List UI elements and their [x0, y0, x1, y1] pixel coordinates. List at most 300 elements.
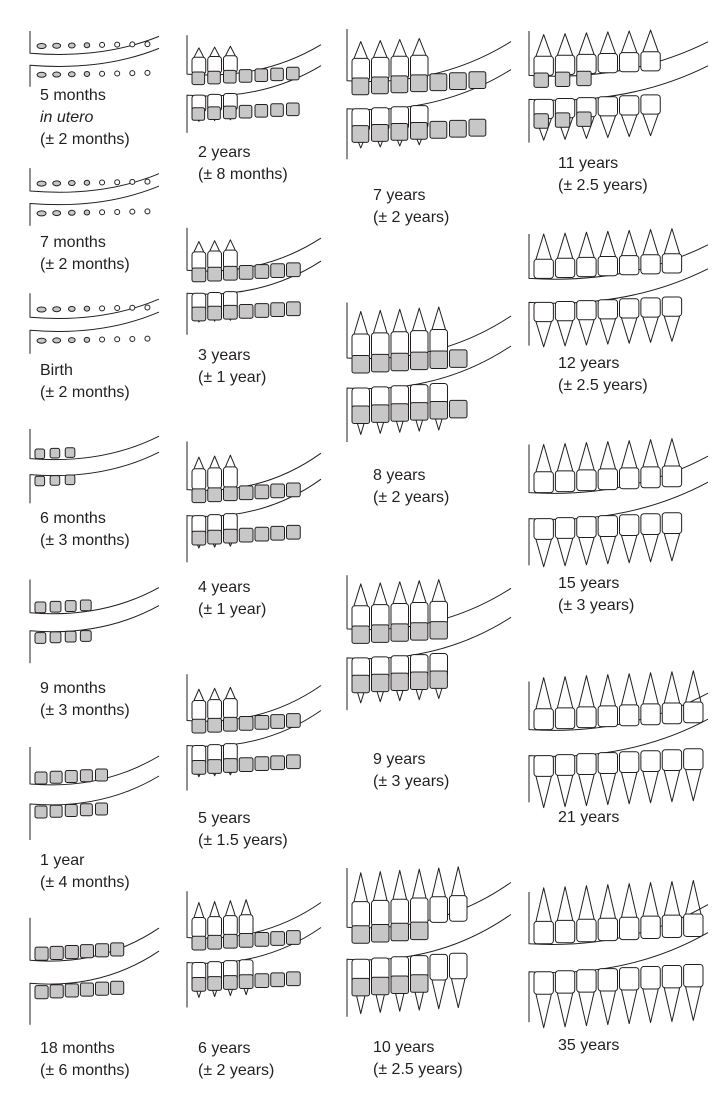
deciduous-tooth: [224, 529, 238, 543]
stage-age: 15 years: [558, 575, 620, 592]
deciduous-tooth: [50, 601, 61, 612]
tooth-bud: [68, 43, 75, 48]
permanent-tooth-upper: [620, 256, 639, 275]
stage-age: 21 years: [558, 809, 620, 826]
tooth-bud: [37, 307, 46, 312]
deciduous-tooth: [255, 304, 269, 318]
maxilla-outline: [187, 442, 321, 491]
deciduous-tooth: [391, 124, 408, 141]
permanent-tooth-upper: [598, 469, 617, 490]
permanent-tooth-upper: [620, 53, 639, 72]
tooth-root: [622, 115, 637, 137]
deciduous-tooth: [372, 674, 389, 691]
tooth-root: [579, 774, 594, 805]
deciduous-tooth: [192, 268, 206, 282]
mandible-outline: [187, 928, 321, 1008]
stage-range: (± 3 months): [40, 702, 130, 719]
deciduous-tooth: [352, 675, 369, 692]
deciduous-tooth: [411, 122, 428, 139]
deciduous-tooth: [239, 486, 253, 500]
tooth-root: [686, 770, 701, 801]
deciduous-tooth: [96, 803, 108, 815]
tooth-bud: [84, 180, 89, 185]
permanent-tooth-upper: [577, 707, 596, 728]
stage-panel: [345, 22, 515, 162]
permanent-tooth-lower: [534, 519, 553, 540]
permanent-tooth-upper: [577, 919, 596, 941]
tooth-bud: [130, 179, 135, 184]
stage-caption: [558, 807, 619, 829]
permanent-tooth-upper: [555, 920, 574, 942]
tooth-bud: [53, 72, 61, 77]
permanent-tooth-upper: [352, 606, 370, 629]
tooth-root: [579, 320, 594, 345]
permanent-tooth-upper: [208, 468, 222, 489]
maxilla-outline: [187, 674, 321, 721]
tooth-root: [452, 979, 466, 1008]
tooth-root: [393, 309, 407, 332]
tooth-root: [557, 993, 572, 1027]
tooth-bud: [115, 306, 120, 311]
stage-panel: [28, 912, 163, 1027]
stage-caption: [40, 232, 130, 276]
deciduous-tooth: [287, 755, 301, 769]
stage-caption: [40, 678, 130, 722]
permanent-tooth-upper: [577, 257, 596, 276]
tooth-root: [354, 42, 368, 59]
tooth-root: [643, 989, 658, 1023]
permanent-tooth-upper: [662, 703, 681, 724]
deciduous-tooth: [208, 488, 222, 502]
tooth-bud: [130, 209, 135, 214]
dentition-illustration: [345, 568, 515, 713]
tooth-bud: [100, 180, 105, 185]
permanent-tooth-upper: [555, 471, 574, 492]
permanent-tooth-lower: [684, 964, 703, 986]
tooth-root: [536, 234, 551, 259]
tooth-root: [600, 442, 615, 469]
deciduous-tooth: [208, 760, 222, 774]
stage-age: 4 years: [198, 579, 251, 596]
tooth-root: [600, 885, 615, 919]
deciduous-tooth: [208, 718, 222, 732]
deciduous-tooth: [80, 945, 93, 958]
deciduous-tooth: [224, 487, 238, 501]
tooth-root: [643, 114, 658, 136]
stage-panel: [527, 438, 712, 568]
deciduous-tooth: [224, 976, 238, 990]
stage-panel: [28, 165, 163, 227]
deciduous-tooth: [391, 76, 408, 93]
deciduous-tooth: [534, 73, 548, 87]
tooth-bud: [130, 305, 135, 310]
permanent-tooth-upper: [555, 258, 574, 277]
deciduous-tooth: [469, 72, 486, 89]
permanent-tooth-upper: [208, 700, 222, 720]
tooth-root: [557, 34, 572, 56]
deciduous-tooth: [352, 978, 370, 996]
maxilla-outline: [30, 747, 159, 785]
deciduous-tooth: [577, 71, 591, 85]
deciduous-tooth: [450, 120, 467, 137]
deciduous-tooth: [224, 759, 238, 773]
permanent-tooth-upper: [411, 602, 429, 625]
maxilla-outline: [30, 31, 159, 54]
permanent-tooth-upper: [192, 701, 206, 721]
tooth-root: [600, 116, 615, 138]
stage-age: 18 months: [40, 1040, 115, 1057]
permanent-tooth-upper: [430, 897, 448, 923]
permanent-tooth-upper: [430, 330, 448, 354]
tooth-bud: [37, 72, 46, 77]
stage-range: (± 1 year): [198, 601, 267, 618]
deciduous-tooth: [372, 925, 390, 943]
tooth-root: [579, 676, 594, 707]
tooth-root: [686, 671, 701, 702]
deciduous-tooth: [255, 105, 268, 118]
stage-age: 12 years: [558, 355, 620, 372]
deciduous-tooth: [50, 985, 63, 998]
tooth-bud: [130, 42, 135, 47]
deciduous-tooth: [224, 934, 238, 948]
permanent-tooth-upper: [372, 57, 390, 79]
tooth-root: [536, 776, 551, 807]
dentition-illustration: [185, 435, 325, 565]
dentition-illustration: [28, 290, 163, 355]
permanent-tooth-upper: [620, 705, 639, 726]
tooth-root: [664, 534, 679, 561]
permanent-tooth-lower: [555, 971, 574, 993]
permanent-tooth-lower: [662, 513, 681, 534]
deciduous-tooth: [35, 947, 48, 960]
tooth-root: [557, 887, 572, 921]
permanent-tooth-lower: [620, 752, 639, 773]
deciduous-tooth: [255, 69, 268, 82]
tooth-bud: [68, 181, 75, 186]
deciduous-tooth: [450, 350, 468, 368]
tooth-bud: [100, 210, 105, 215]
deciduous-tooth: [192, 936, 206, 950]
tooth-root: [354, 312, 368, 335]
dentition-illustration: [345, 860, 515, 1020]
maxilla-outline: [30, 429, 159, 460]
tooth-root: [210, 688, 220, 699]
permanent-tooth-upper: [662, 466, 681, 487]
permanent-tooth-lower: [641, 967, 660, 989]
stage-panel: [28, 290, 163, 355]
tooth-root: [664, 439, 679, 466]
deciduous-tooth: [430, 402, 448, 420]
stage-range: (± 2 years): [373, 209, 450, 226]
tooth-root: [579, 443, 594, 470]
stage-panel: [185, 435, 325, 565]
tooth-root: [600, 675, 615, 706]
tooth-root: [622, 536, 637, 563]
deciduous-tooth: [555, 72, 569, 86]
stage-age: 8 years: [373, 467, 426, 484]
tooth-root: [557, 233, 572, 258]
tooth-root: [579, 537, 594, 564]
tooth-bud: [84, 210, 89, 215]
tooth-root: [664, 316, 679, 341]
deciduous-tooth: [430, 671, 447, 688]
permanent-tooth-upper: [192, 918, 206, 938]
tooth-root: [354, 584, 368, 606]
tooth-bud: [145, 70, 150, 75]
permanent-tooth-upper: [641, 467, 660, 488]
deciduous-tooth: [224, 305, 238, 319]
stage-panel: [28, 575, 163, 665]
permanent-tooth-upper: [534, 921, 553, 943]
tooth-root: [210, 47, 220, 56]
permanent-tooth-upper: [372, 333, 390, 357]
stage-caption: [40, 360, 130, 404]
tooth-root: [432, 580, 446, 602]
tooth-root: [664, 229, 679, 254]
tooth-root: [557, 677, 572, 708]
deciduous-tooth: [287, 931, 301, 945]
deciduous-tooth: [65, 631, 76, 642]
permanent-tooth-lower: [662, 297, 681, 316]
permanent-tooth-lower: [598, 969, 617, 991]
deciduous-tooth: [224, 266, 238, 280]
deciduous-tooth: [239, 975, 253, 989]
stage-range: (± 4 months): [40, 874, 130, 891]
deciduous-tooth: [50, 771, 62, 783]
permanent-tooth-upper: [620, 468, 639, 489]
deciduous-tooth: [411, 352, 429, 370]
tooth-bud: [53, 211, 61, 216]
tooth-root: [210, 902, 220, 917]
tooth-bud: [68, 338, 75, 343]
permanent-tooth-upper: [192, 252, 206, 270]
deciduous-tooth: [65, 945, 78, 958]
tooth-root: [536, 445, 551, 472]
tooth-root: [643, 317, 658, 342]
deciduous-tooth: [208, 107, 221, 120]
deciduous-tooth: [65, 771, 77, 783]
permanent-tooth-upper: [224, 467, 238, 488]
tooth-bud: [100, 337, 105, 342]
stage-caption: [40, 85, 130, 151]
stage-range: (± 2 months): [40, 256, 130, 273]
deciduous-tooth: [192, 761, 206, 775]
tooth-bud: [68, 306, 75, 311]
tooth-root: [600, 991, 615, 1025]
tooth-bud: [100, 42, 105, 47]
stage-caption: [373, 465, 449, 509]
dentition-illustration: [345, 22, 515, 162]
deciduous-tooth: [430, 74, 447, 91]
deciduous-tooth: [391, 923, 409, 941]
permanent-tooth-lower: [641, 751, 660, 772]
tooth-root: [579, 33, 594, 55]
dentition-illustration: [28, 912, 163, 1027]
deciduous-tooth: [352, 356, 370, 374]
tooth-root: [600, 773, 615, 804]
deciduous-tooth: [65, 984, 78, 997]
tooth-bud: [145, 336, 150, 341]
tooth-bud: [100, 71, 105, 76]
permanent-tooth-upper: [224, 699, 238, 719]
dentition-illustration: [28, 165, 163, 227]
permanent-tooth-upper: [555, 708, 574, 729]
permanent-tooth-upper: [577, 470, 596, 491]
maxilla-outline: [187, 228, 321, 271]
deciduous-tooth: [208, 935, 222, 949]
deciduous-tooth: [352, 406, 370, 424]
deciduous-tooth: [271, 715, 285, 729]
deciduous-tooth: [208, 267, 222, 281]
permanent-tooth-lower: [577, 301, 596, 320]
stage-age: 5 years: [198, 810, 251, 827]
permanent-tooth-upper: [598, 54, 617, 73]
deciduous-tooth: [192, 489, 206, 503]
permanent-tooth-upper: [224, 916, 238, 936]
tooth-root: [643, 883, 658, 917]
tooth-root: [600, 319, 615, 344]
tooth-root: [686, 987, 701, 1021]
permanent-tooth-lower: [534, 972, 553, 994]
permanent-tooth-upper: [239, 915, 253, 935]
deciduous-tooth: [411, 975, 429, 993]
stage-caption: [198, 1038, 274, 1082]
deciduous-tooth: [35, 806, 47, 818]
deciduous-tooth: [391, 976, 409, 994]
deciduous-tooth: [50, 448, 60, 458]
maxilla-outline: [187, 35, 321, 75]
deciduous-tooth: [287, 103, 300, 116]
stage-panel: [185, 222, 325, 337]
stage-caption: [40, 850, 130, 894]
permanent-tooth-lower: [534, 756, 553, 777]
deciduous-tooth: [65, 448, 75, 458]
tooth-root: [374, 41, 388, 58]
tooth-root: [600, 536, 615, 563]
tooth-root: [579, 886, 594, 920]
stage-range: (± 2 months): [40, 131, 130, 148]
deciduous-tooth: [255, 265, 269, 279]
deciduous-tooth: [255, 933, 269, 947]
stage-caption: [558, 573, 634, 617]
deciduous-tooth: [192, 978, 206, 992]
deciduous-tooth: [352, 78, 369, 95]
deciduous-tooth: [430, 121, 447, 138]
deciduous-tooth: [450, 400, 468, 418]
permanent-tooth-upper: [224, 250, 238, 268]
stage-age: 3 years: [198, 347, 251, 364]
stage-caption: [558, 1035, 619, 1057]
tooth-root: [643, 535, 658, 562]
dentition-illustration: [28, 575, 163, 665]
tooth-bud: [115, 180, 120, 185]
permanent-tooth-upper: [534, 259, 553, 278]
tooth-root: [622, 31, 637, 53]
deciduous-tooth: [255, 757, 269, 771]
maxilla-outline: [30, 168, 159, 192]
stage-range: (± 6 months): [40, 1062, 130, 1079]
dentition-illustration: [527, 675, 712, 805]
permanent-tooth-lower: [641, 514, 660, 535]
permanent-tooth-upper: [684, 702, 703, 723]
stage-panel: [527, 228, 712, 348]
deciduous-tooth: [35, 633, 46, 644]
deciduous-tooth: [80, 770, 92, 782]
permanent-tooth-upper: [352, 58, 370, 80]
stage-panel: [345, 295, 515, 445]
stage-range: (± 1 year): [198, 369, 267, 386]
tooth-bud: [84, 71, 89, 76]
tooth-root: [643, 772, 658, 803]
tooth-root: [622, 884, 637, 918]
deciduous-tooth: [372, 77, 389, 94]
deciduous-tooth: [35, 602, 46, 613]
deciduous-tooth: [391, 624, 408, 641]
deciduous-tooth: [469, 119, 486, 136]
tooth-root: [536, 35, 551, 57]
deciduous-tooth: [411, 922, 429, 940]
deciduous-tooth: [35, 476, 45, 486]
permanent-tooth-upper: [684, 914, 703, 936]
deciduous-tooth: [65, 475, 75, 485]
tooth-bud: [130, 336, 135, 341]
deciduous-tooth: [65, 805, 77, 817]
tooth-bud: [68, 210, 75, 215]
dentition-illustration: [28, 425, 163, 505]
tooth-root: [536, 678, 551, 709]
permanent-tooth-lower: [620, 96, 639, 115]
dentition-illustration: [28, 28, 163, 88]
deciduous-tooth: [80, 600, 91, 611]
deciduous-tooth: [391, 404, 409, 422]
tooth-root: [374, 872, 388, 901]
tooth-bud: [37, 44, 46, 49]
stage-caption: [373, 749, 449, 793]
deciduous-tooth: [534, 114, 548, 128]
deciduous-tooth: [271, 303, 285, 317]
dentition-illustration: [345, 295, 515, 445]
deciduous-tooth: [271, 973, 285, 987]
deciduous-tooth: [96, 769, 108, 781]
tooth-root: [622, 674, 637, 705]
tooth-root: [557, 321, 572, 346]
deciduous-tooth: [411, 403, 429, 421]
tooth-root: [557, 444, 572, 471]
deciduous-tooth: [352, 626, 369, 643]
stage-range: (± 2 years): [198, 1062, 275, 1079]
deciduous-tooth: [430, 622, 447, 639]
deciduous-tooth: [372, 354, 390, 372]
deciduous-tooth: [50, 946, 63, 959]
tooth-root: [432, 307, 446, 330]
deciduous-tooth: [450, 73, 467, 90]
tooth-bud: [53, 338, 61, 343]
maxilla-outline: [30, 918, 159, 961]
mandible-outline: [30, 951, 159, 1025]
stage-range: (± 2 months): [40, 384, 130, 401]
deciduous-tooth: [430, 351, 448, 369]
tooth-bud: [145, 179, 150, 184]
deciduous-tooth: [208, 977, 222, 991]
tooth-root: [226, 240, 236, 250]
deciduous-tooth: [287, 972, 301, 986]
deciduous-tooth: [255, 716, 269, 730]
deciduous-tooth: [271, 104, 284, 117]
deciduous-tooth: [35, 986, 48, 999]
tooth-root: [643, 30, 658, 52]
tooth-root: [194, 48, 204, 57]
stage-age: 1 year: [40, 852, 85, 869]
